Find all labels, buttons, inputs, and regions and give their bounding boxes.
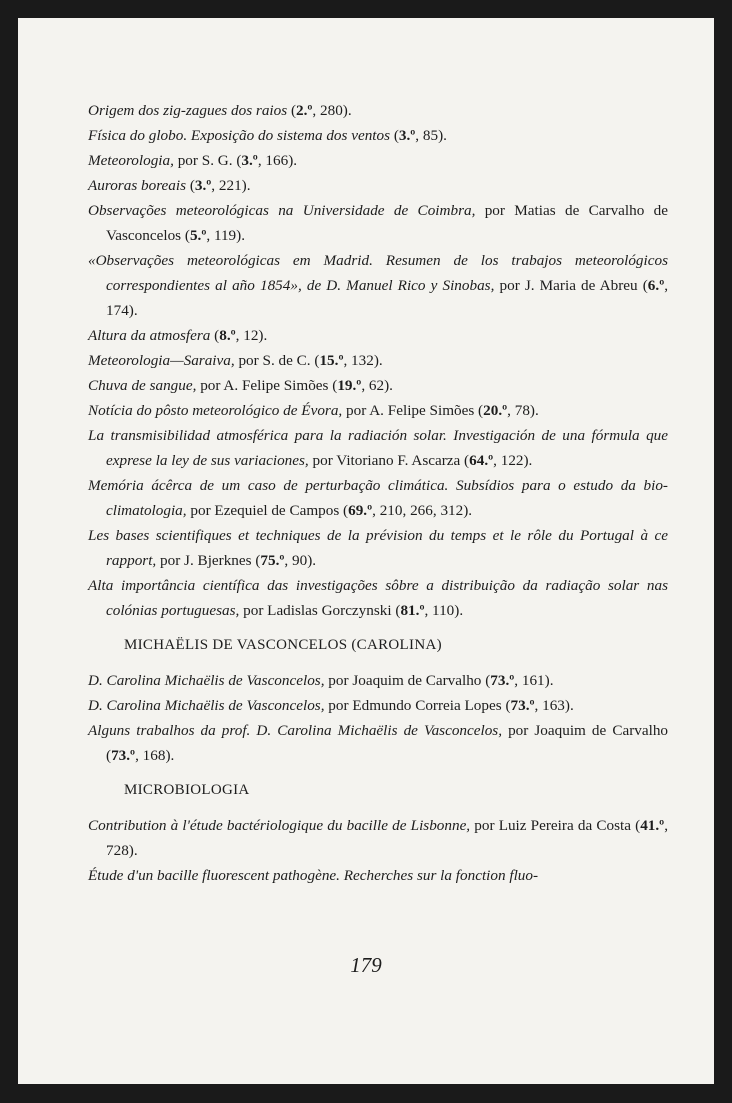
bibliography-entry	[88, 573, 668, 623]
bibliography-entry	[88, 718, 668, 768]
entry-title: Auroras boreais	[88, 177, 187, 194]
entry-volume: 6.º	[647, 277, 665, 294]
entry-volume: 8.º	[219, 327, 236, 344]
entry-pages: , 62).	[361, 377, 393, 394]
entry-author: por Matias de Carvalho de Vasconcelos (	[106, 202, 668, 244]
entry-volume: 73.º	[111, 747, 136, 764]
entry-volume: 20.º	[483, 402, 508, 419]
entry-title: Observações meteorológicas na Universidade de Coimbra,	[88, 202, 476, 219]
entry-author: por S. G. (	[173, 152, 242, 169]
entry-author: por Luiz Pereira da Costa (	[470, 817, 641, 834]
entries-group-microbiologia	[88, 813, 668, 888]
entry-volume: 15.º	[319, 352, 344, 369]
entry-pages: , 174).	[106, 277, 668, 319]
entry-pages: , 119).	[206, 227, 246, 244]
bibliography-entry	[88, 148, 668, 173]
entry-title: Meteorologia—Saraiva,	[88, 352, 235, 369]
entry-author: por J. Maria de Abreu (	[494, 277, 648, 294]
entry-author: (	[186, 177, 195, 194]
entry-volume: 73.º	[490, 672, 515, 689]
section-heading-michaelis: MICHAËLIS DE VASCONCELOS (CAROLINA)	[124, 637, 442, 653]
entry-author: (	[390, 127, 399, 144]
entry-title: Notícia do pôsto meteorológico de Évora,	[88, 402, 343, 419]
entry-volume: 69.º	[348, 502, 373, 519]
entry-author: por S. de C. (	[234, 352, 320, 369]
entries-group-meteorology	[88, 98, 668, 623]
entry-title: Alguns trabalhos da prof. D. Carolina Michaëlis de Vasconcelos,	[88, 722, 503, 739]
entry-pages: , 132).	[343, 352, 383, 369]
bibliography-entry	[88, 248, 668, 323]
entry-pages: , 110).	[424, 602, 464, 619]
entry-author: por Joaquim de Carvalho (	[106, 722, 669, 764]
entry-pages: , 12).	[235, 327, 268, 344]
bibliography-entry	[88, 198, 668, 248]
entry-pages: , 122).	[493, 452, 533, 469]
entry-volume: 73.º	[510, 697, 535, 714]
entry-volume: 75.º	[260, 552, 285, 569]
entry-pages: , 90).	[284, 552, 317, 569]
bibliography-content	[88, 98, 668, 888]
entry-volume: 64.º	[469, 452, 494, 469]
bibliography-entry	[88, 693, 668, 718]
bibliography-entry	[88, 423, 668, 473]
entry-title: Física do globo. Exposição do sistema dos ventos	[88, 127, 391, 144]
bibliography-entry	[88, 323, 668, 348]
entry-title: Étude d'un bacille fluorescent pathogène. Recherches sur la fonction fluo-	[88, 867, 539, 884]
bibliography-entry	[88, 123, 668, 148]
entry-volume: 41.º	[640, 817, 665, 834]
entry-title: Memória ácêrca de um caso de perturbação climática. Subsídios para o estudo da bio-climatologia,	[88, 477, 668, 519]
bibliography-entry	[88, 398, 668, 423]
entry-title: Chuva de sangue,	[88, 377, 197, 394]
entry-title: Meteorologia,	[88, 152, 174, 169]
bibliography-entry	[88, 523, 668, 573]
entry-title: Altura da atmosfera	[88, 327, 211, 344]
entry-volume: 3.º	[398, 127, 416, 144]
entry-pages: , 85).	[415, 127, 447, 144]
bibliography-entry	[88, 98, 668, 123]
entry-title: «Observações meteorológicas em Madrid. Resumen de los trabajos meteorológicos correspondientes al año 1854», de D. Manuel Rico y Sinobas,	[88, 252, 668, 294]
entries-group-michaelis	[88, 668, 668, 768]
entry-pages: , 280).	[312, 102, 352, 119]
entry-volume: 3.º	[194, 177, 212, 194]
entry-author: por Ladislas Gorczynski (	[239, 602, 401, 619]
entry-pages: , 163).	[534, 697, 574, 714]
entry-pages: , 166).	[257, 152, 298, 169]
entry-author: (	[287, 102, 296, 119]
entry-title: La transmisibilidad atmosférica para la radiación solar. Investigación de una fórmula que exprese la ley de sus variaciones,	[88, 427, 668, 469]
section-heading-microbiologia: MICROBIOLOGIA	[124, 782, 250, 798]
entry-title: D. Carolina Michaëlis de Vasconcelos,	[88, 672, 325, 689]
entry-pages: , 168).	[135, 747, 175, 764]
bibliography-entry	[88, 348, 668, 373]
entry-author: (	[210, 327, 220, 344]
entry-volume: 5.º	[189, 227, 207, 244]
entry-volume: 3.º	[241, 152, 258, 169]
bibliography-entry	[88, 173, 668, 198]
entry-volume: 81.º	[400, 602, 425, 619]
entry-title: Contribution à l'étude bactériologique du bacille de Lisbonne,	[88, 817, 471, 834]
bibliography-entry	[88, 373, 668, 398]
entry-pages: , 161).	[514, 672, 554, 689]
entry-title: Les bases scientifiques et techniques de la prévision du temps et le rôle du Portugal à ce rapport,	[88, 527, 668, 569]
entry-pages: , 78).	[507, 402, 539, 419]
entry-author: por Edmundo Correia Lopes (	[324, 697, 511, 714]
bibliography-entry	[88, 668, 668, 693]
entry-author: por A. Felipe Simões (	[342, 402, 484, 419]
entry-pages: , 210, 266, 312).	[372, 502, 473, 519]
entry-author: por A. Felipe Simões (	[196, 377, 338, 394]
entry-pages: , 221).	[211, 177, 251, 194]
page-number: 179	[350, 953, 382, 977]
entry-title: Alta importância científica das investigações sôbre a distribuição da radiação solar nas colónias portuguesas,	[88, 577, 668, 619]
bibliography-entry	[88, 863, 668, 888]
entry-author: por Joaquim de Carvalho (	[324, 672, 491, 689]
entry-volume: 19.º	[337, 377, 362, 394]
entry-title: Origem dos zig-zagues dos raios	[88, 102, 288, 119]
entry-pages: , 728).	[106, 817, 668, 859]
document-page	[18, 18, 714, 1084]
entry-author: por Ezequiel de Campos (	[186, 502, 349, 519]
entry-title: D. Carolina Michaëlis de Vasconcelos,	[88, 697, 325, 714]
entry-author: por J. Bjerknes (	[156, 552, 261, 569]
bibliography-entry	[88, 473, 668, 523]
bibliography-entry	[88, 813, 668, 863]
entry-author: por Vitoriano F. Ascarza (	[308, 452, 470, 469]
entry-volume: 2.º	[296, 102, 313, 119]
